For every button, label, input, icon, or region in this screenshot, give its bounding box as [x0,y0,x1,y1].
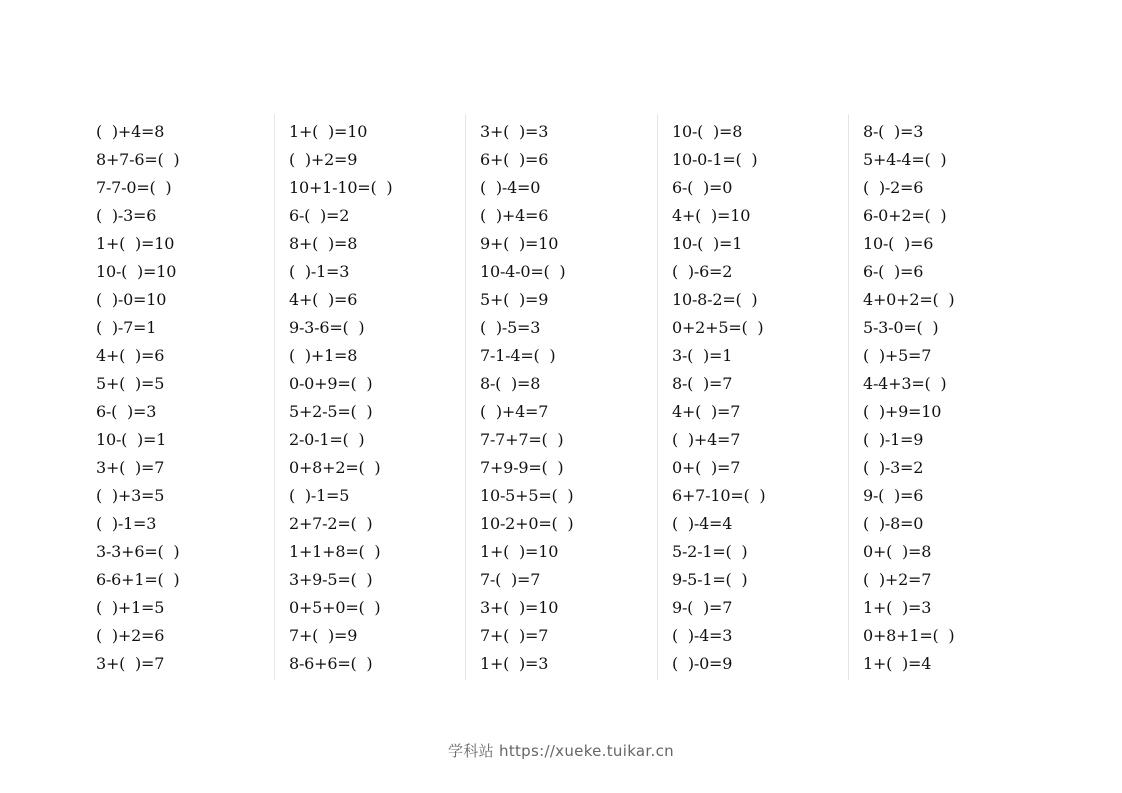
worksheet [82,114,1042,680]
problem: 3+( )=7 [96,654,165,673]
problem: ( )-2=6 [863,178,924,197]
problem: 8-6+6=( ) [289,654,373,673]
problem: 6+( )=6 [480,150,549,169]
problem: ( )-4=4 [672,514,733,533]
problem: ( )+4=7 [480,402,549,421]
problem: 1+( )=4 [863,654,932,673]
problem: 10-( )=1 [672,234,743,253]
problem: 10-( )=6 [863,234,934,253]
problem: 1+( )=10 [480,542,559,561]
problem: 4+( )=6 [289,290,358,309]
problem: ( )-1=5 [289,486,350,505]
problem: ( )-1=3 [289,262,350,281]
problem: ( )+5=7 [863,346,932,365]
problem: 0+( )=7 [672,458,741,477]
problem: ( )+2=7 [863,570,932,589]
problem: 3+9-5=( ) [289,570,373,589]
problem: 9+( )=10 [480,234,559,253]
problem: 4+( )=10 [672,206,751,225]
problem: 10-( )=8 [672,122,743,141]
problem: ( )-1=9 [863,430,924,449]
problem: 7+( )=9 [289,626,358,645]
problem: 6-( )=2 [289,206,350,225]
problem-column-5 [848,114,1039,680]
problem: 7-7+7=( ) [480,430,564,449]
problem: ( )+2=9 [289,150,358,169]
problem: ( )-5=3 [480,318,541,337]
problem: 10-5+5=( ) [480,486,574,505]
problem: 1+1+8=( ) [289,542,381,561]
problem: 9-( )=6 [863,486,924,505]
problem: 10-( )=1 [96,430,167,449]
problem: 3+( )=10 [480,598,559,617]
problem: ( )-8=0 [863,514,924,533]
problem: 4+0+2=( ) [863,290,955,309]
problem: 6-( )=3 [96,402,157,421]
problem: 8-( )=8 [480,374,541,393]
problem: ( )+9=10 [863,402,942,421]
problem: 6+7-10=( ) [672,486,766,505]
problem: 1+( )=3 [480,654,549,673]
problem: 1+( )=10 [289,122,368,141]
problem: 3-3+6=( ) [96,542,180,561]
problem: 0+( )=8 [863,542,932,561]
problem: 2+7-2=( ) [289,514,373,533]
problem: 8-( )=3 [863,122,924,141]
problem: ( )-7=1 [96,318,157,337]
problem: 7-7-0=( ) [96,178,172,197]
problem: 1+( )=3 [863,598,932,617]
problem: ( )+4=6 [480,206,549,225]
problem: ( )-0=10 [96,290,167,309]
problem: 1+( )=10 [96,234,175,253]
problem: 5-3-0=( ) [863,318,939,337]
problem-column-4 [657,114,848,680]
problem: 5+( )=9 [480,290,549,309]
problem: 6-( )=0 [672,178,733,197]
problem-column-1 [82,114,273,680]
problem: 3+( )=7 [96,458,165,477]
problem: 3-( )=1 [672,346,733,365]
problem: 6-0+2=( ) [863,206,947,225]
problem: ( )-3=2 [863,458,924,477]
problem: 7-( )=7 [480,570,541,589]
problem: ( )-4=0 [480,178,541,197]
problem: 4-4+3=( ) [863,374,947,393]
problem: ( )-3=6 [96,206,157,225]
problem: 7+( )=7 [480,626,549,645]
problem: 8+( )=8 [289,234,358,253]
problem: ( )-6=2 [672,262,733,281]
problem: 0+5+0=( ) [289,598,381,617]
problem: 5+4-4=( ) [863,150,947,169]
problem: ( )-1=3 [96,514,157,533]
source-footer: 学科站 https://xueke.tuikar.cn [448,742,674,760]
problem: ( )+4=7 [672,430,741,449]
problem: 4+( )=7 [672,402,741,421]
problem: 10-2+0=( ) [480,514,574,533]
problem-column-3 [465,114,656,680]
problem: 10-8-2=( ) [672,290,758,309]
problem: ( )-0=9 [672,654,733,673]
problem: 8+7-6=( ) [96,150,180,169]
problem: 4+( )=6 [96,346,165,365]
problem: ( )+3=5 [96,486,165,505]
problem: 8-( )=7 [672,374,733,393]
problem: 10-4-0=( ) [480,262,566,281]
problem: 0+8+2=( ) [289,458,381,477]
problem: 5-2-1=( ) [672,542,748,561]
problem: 0+2+5=( ) [672,318,764,337]
problem: 7-1-4=( ) [480,346,556,365]
problem: 9-( )=7 [672,598,733,617]
problem: 5+( )=5 [96,374,165,393]
problem: ( )-4=3 [672,626,733,645]
problem: 10-0-1=( ) [672,150,758,169]
problem: 6-( )=6 [863,262,924,281]
problem: 2-0-1=( ) [289,430,365,449]
problem: 6-6+1=( ) [96,570,180,589]
problem-column-2 [274,114,465,680]
problem: 10+1-10=( ) [289,178,393,197]
problem: 0+8+1=( ) [863,626,955,645]
problem: 10-( )=10 [96,262,177,281]
problem: ( )+1=5 [96,598,165,617]
problem: 5+2-5=( ) [289,402,373,421]
problem: ( )+1=8 [289,346,358,365]
problem: 7+9-9=( ) [480,458,564,477]
problem: ( )+2=6 [96,626,165,645]
problem: 0-0+9=( ) [289,374,373,393]
problem: ( )+4=8 [96,122,165,141]
problem: 9-5-1=( ) [672,570,748,589]
problem: 9-3-6=( ) [289,318,365,337]
problem: 3+( )=3 [480,122,549,141]
